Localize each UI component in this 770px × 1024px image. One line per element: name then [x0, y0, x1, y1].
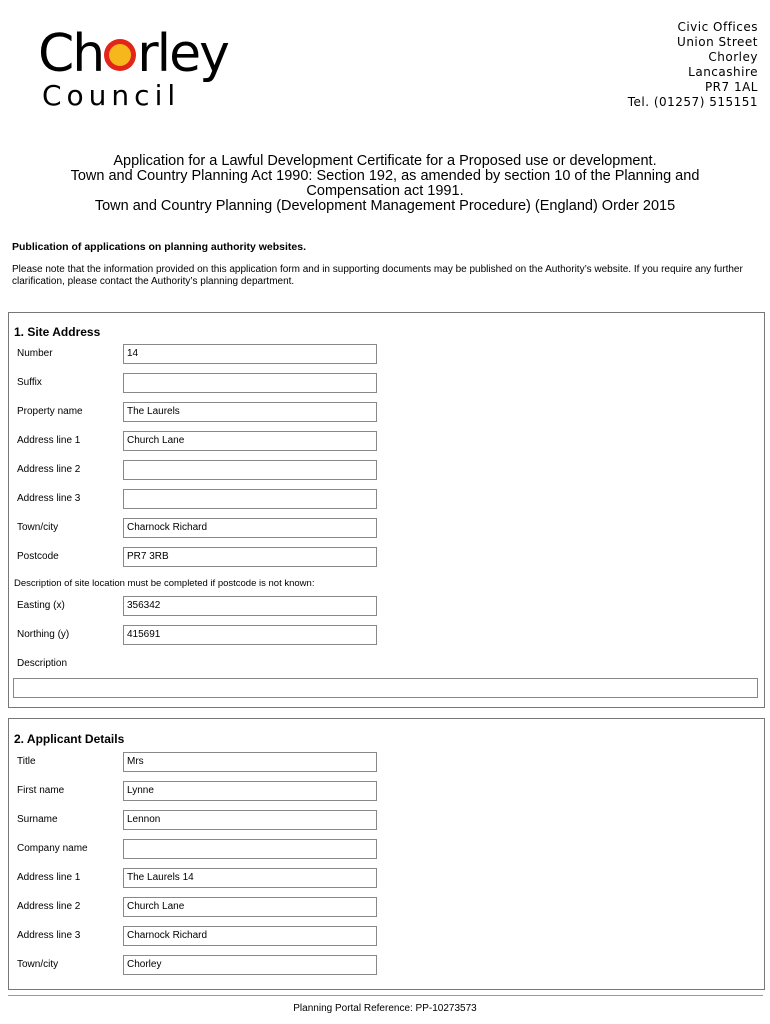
chorley-council-logo	[38, 24, 278, 114]
easting-label: Easting (x)	[17, 600, 65, 611]
number-field[interactable]: 14	[123, 344, 377, 364]
site-address-section	[8, 312, 765, 708]
logo-sun-icon	[104, 39, 136, 71]
address-phone: Tel. (01257) 515151	[627, 95, 758, 109]
property-name-label: Property name	[17, 406, 83, 417]
title-line: Town and Country Planning (Development Management Procedure) (England) Order 2015	[94, 198, 676, 214]
applicant-address-line-1-field[interactable]: The Laurels 14	[123, 868, 377, 888]
northing-field[interactable]: 415691	[123, 625, 377, 645]
applicant-address-line-1-label: Address line 1	[17, 872, 81, 883]
applicant-address-line-3-label: Address line 3	[17, 930, 81, 941]
applicant-address-line-2-field[interactable]: Church Lane	[123, 897, 377, 917]
postcode-field[interactable]: PR7 3RB	[123, 547, 377, 567]
property-name-field[interactable]: The Laurels	[123, 402, 377, 422]
suffix-label: Suffix	[17, 377, 42, 388]
applicant-address-line-3-field[interactable]: Charnock Richard	[123, 926, 377, 946]
address-line-1-label: Address line 1	[17, 435, 81, 446]
council-address	[628, 20, 758, 110]
suffix-field[interactable]	[123, 373, 377, 393]
number-label: Number	[17, 348, 53, 359]
address-line-2-field[interactable]	[123, 460, 377, 480]
first-name-field[interactable]: Lynne	[123, 781, 377, 801]
town-city-label: Town/city	[17, 522, 59, 533]
town-city-field[interactable]: Charnock Richard	[123, 518, 377, 538]
applicant-address-line-2-label: Address line 2	[17, 901, 81, 912]
title-line: Town and Country Planning Act 1990: Section 192, as amended by section 10 of the Planning and	[70, 168, 700, 184]
company-name-field[interactable]	[123, 839, 377, 859]
company-name-label: Company name	[17, 843, 88, 854]
first-name-label: First name	[17, 785, 65, 796]
address-line: Union Street	[677, 35, 758, 49]
address-line: Chorley	[708, 50, 758, 64]
description-label: Description	[17, 658, 68, 669]
address-line: Civic Offices	[677, 20, 758, 34]
surname-label: Surname	[17, 814, 58, 825]
applicant-details-section	[8, 718, 765, 990]
postcode-label: Postcode	[17, 551, 59, 562]
site-location-note: Description of site location must be completed if postcode is not known:	[14, 578, 315, 589]
section-title: 2. Applicant Details	[14, 732, 125, 746]
address-line-2-label: Address line 2	[17, 464, 81, 475]
surname-field[interactable]: Lennon	[123, 810, 377, 830]
title-line: Application for a Lawful Development Certificate for a Proposed use or development.	[113, 153, 657, 169]
title-line: Compensation act 1991.	[306, 183, 464, 199]
publication-heading: Publication of applications on planning authority websites.	[12, 241, 307, 253]
logo-wordmark-bottom: Council	[42, 79, 181, 112]
footer-divider	[8, 995, 763, 996]
address-line-3-field[interactable]	[123, 489, 377, 509]
publication-notice: Please note that the information provided on this application form and in supporting documents may be published on the Authority’s website. If you require any further clarification, please contact the Authority’s planning department.	[12, 264, 743, 287]
section-title: 1. Site Address	[14, 325, 101, 339]
address-line-3-label: Address line 3	[17, 493, 81, 504]
applicant-title-label: Title	[17, 756, 36, 767]
form-title	[0, 154, 770, 214]
applicant-town-city-label: Town/city	[17, 959, 59, 970]
planning-portal-reference: Planning Portal Reference: PP-10273573	[293, 1003, 477, 1014]
description-field[interactable]	[13, 678, 758, 698]
northing-label: Northing (y)	[17, 629, 70, 640]
applicant-town-city-field[interactable]: Chorley	[123, 955, 377, 975]
address-line: Lancashire	[688, 65, 758, 79]
applicant-title-field[interactable]: Mrs	[123, 752, 377, 772]
logo-wordmark-top: Ch rley	[38, 24, 228, 84]
address-line-1-field[interactable]: Church Lane	[123, 431, 377, 451]
easting-field[interactable]: 356342	[123, 596, 377, 616]
address-line: PR7 1AL	[704, 80, 758, 94]
